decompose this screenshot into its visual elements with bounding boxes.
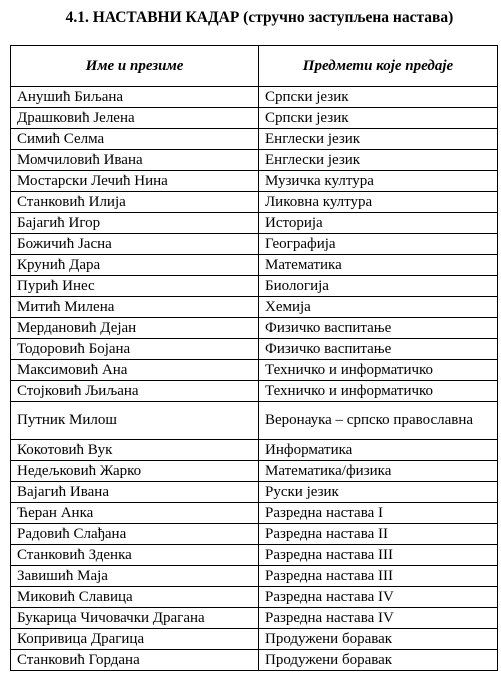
subject-cell: Географија	[259, 234, 498, 255]
subject-cell: Разредна настава I	[259, 503, 498, 524]
subject-cell: Ликовна култура	[259, 192, 498, 213]
table-row	[11, 524, 498, 545]
staff-name-cell: Радовић Слађана	[11, 524, 259, 545]
staff-name-cell: Божичић Јасна	[11, 234, 259, 255]
header-name: Име и презиме	[11, 46, 259, 87]
subject-cell: Енглески језик	[259, 129, 498, 150]
table-row	[11, 234, 498, 255]
table-row	[11, 87, 498, 108]
subject-cell: Информатика	[259, 440, 498, 461]
table-row	[11, 339, 498, 360]
subject-cell: Српски језик	[259, 87, 498, 108]
subject-cell: Разредна настава II	[259, 524, 498, 545]
subject-cell: Техничко и информатичко	[259, 360, 498, 381]
staff-name-cell: Ћеран Анка	[11, 503, 259, 524]
staff-name-cell: Митић Милена	[11, 297, 259, 318]
staff-name-cell: Стојковић Љиљана	[11, 381, 259, 402]
staff-name-cell: Пурић Инес	[11, 276, 259, 297]
staff-name-cell: Станковић Зденка	[11, 545, 259, 566]
subject-cell: Разредна настава III	[259, 545, 498, 566]
table-row	[11, 587, 498, 608]
staff-name-cell: Мостарски Лечић Нина	[11, 171, 259, 192]
subject-cell: Хемија	[259, 297, 498, 318]
table-row	[11, 629, 498, 650]
subject-cell: Математика/физика	[259, 461, 498, 482]
subject-cell: Математика	[259, 255, 498, 276]
staff-name-cell: Анушић Биљана	[11, 87, 259, 108]
table-row	[11, 255, 498, 276]
staff-name-cell: Станковић Илија	[11, 192, 259, 213]
staff-name-cell: Кокотовић Вук	[11, 440, 259, 461]
table-row	[11, 213, 498, 234]
subject-cell: Разредна настава IV	[259, 587, 498, 608]
subject-cell: Руски језик	[259, 482, 498, 503]
table-row	[11, 503, 498, 524]
table-row	[11, 650, 498, 671]
table-row	[11, 482, 498, 503]
subject-cell: Продужени боравак	[259, 629, 498, 650]
staff-name-cell: Крунић Дара	[11, 255, 259, 276]
subject-cell: Биологија	[259, 276, 498, 297]
staff-name-cell: Вајагић Ивана	[11, 482, 259, 503]
table-row	[11, 608, 498, 629]
staff-name-cell: Миковић Славица	[11, 587, 259, 608]
table-row	[11, 318, 498, 339]
subject-cell: Српски језик	[259, 108, 498, 129]
subject-cell: Разредна настава IV	[259, 608, 498, 629]
subject-cell: Музичка култура	[259, 171, 498, 192]
table-row	[11, 192, 498, 213]
staff-name-cell: Копривица Драгица	[11, 629, 259, 650]
table-row	[11, 440, 498, 461]
subject-cell: Веронаука – српско православна	[259, 402, 498, 440]
table-row	[11, 566, 498, 587]
table-row	[11, 150, 498, 171]
table-row	[11, 545, 498, 566]
subject-cell: Историја	[259, 213, 498, 234]
table-row	[11, 381, 498, 402]
staff-name-cell: Букарица Чичовачки Драгана	[11, 608, 259, 629]
staff-name-cell: Драшковић Јелена	[11, 108, 259, 129]
table-row	[11, 129, 498, 150]
subject-cell: Енглески језик	[259, 150, 498, 171]
staff-name-cell: Тодоровић Бојана	[11, 339, 259, 360]
subject-cell: Физичко васпитање	[259, 339, 498, 360]
table-row	[11, 171, 498, 192]
section-title: 4.1. НАСТАВНИ КАДАР (стручно заступљена настава)	[65, 9, 454, 26]
subject-cell: Продужени боравак	[259, 650, 498, 671]
table-header-row	[11, 46, 498, 87]
table-row	[11, 276, 498, 297]
staff-name-cell: Путник Милош	[11, 402, 259, 440]
staff-name-cell: Бајагић Игор	[11, 213, 259, 234]
staff-name-cell: Недељковић Жарко	[11, 461, 259, 482]
subject-cell: Техничко и информатичко	[259, 381, 498, 402]
staff-name-cell: Завишић Маја	[11, 566, 259, 587]
header-subject: Предмети које предаје	[259, 46, 498, 87]
subject-cell: Разредна настава III	[259, 566, 498, 587]
table-row	[11, 360, 498, 381]
table-row	[11, 461, 498, 482]
staff-name-cell: Станковић Гордана	[11, 650, 259, 671]
table-row	[11, 297, 498, 318]
table-row	[11, 108, 498, 129]
staff-name-cell: Момчиловић Ивана	[11, 150, 259, 171]
table-row	[11, 402, 498, 440]
subject-cell: Физичко васпитање	[259, 318, 498, 339]
staff-name-cell: Симић Селма	[11, 129, 259, 150]
staff-name-cell: Мердановић Дејан	[11, 318, 259, 339]
table-body	[11, 87, 498, 671]
staff-table	[10, 45, 498, 671]
staff-name-cell: Максимовић Ана	[11, 360, 259, 381]
